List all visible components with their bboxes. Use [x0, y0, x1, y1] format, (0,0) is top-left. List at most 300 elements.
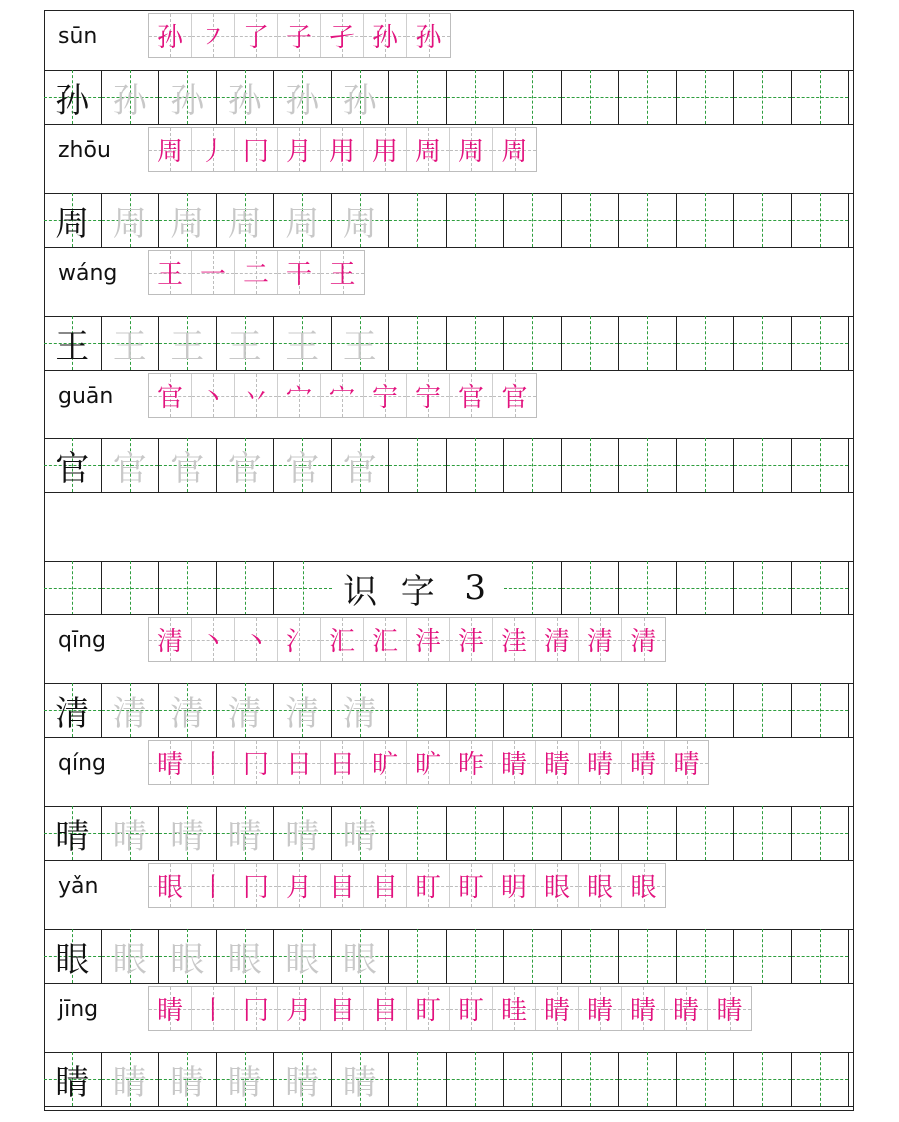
- stroke-glyph: 宀: [328, 383, 355, 413]
- pinyin-label: wáng: [58, 261, 118, 286]
- grid-cell: [447, 561, 505, 615]
- stroke-glyph: 晴: [586, 750, 613, 780]
- stroke-glyph: 宁: [371, 383, 398, 413]
- trace-character: 周: [227, 203, 262, 244]
- grid-cell: [389, 561, 447, 615]
- grid-cell: [792, 438, 850, 492]
- practice-row: [44, 929, 854, 983]
- practice-row: [44, 683, 854, 737]
- stroke-step: [192, 14, 235, 57]
- stroke-step: [321, 741, 364, 784]
- grid-cell: [44, 193, 102, 247]
- stroke-step: [579, 864, 622, 907]
- stroke-order-strip: [148, 127, 537, 172]
- stroke-step: [278, 987, 321, 1030]
- grid-cell: [332, 683, 390, 737]
- stroke-glyph: 一: [199, 260, 226, 290]
- grid-cell: [332, 193, 390, 247]
- trace-character: 眼: [285, 939, 320, 980]
- stroke-glyph: 孙: [415, 23, 442, 53]
- grid-cell: [734, 316, 792, 370]
- stroke-glyph: 盯: [457, 996, 484, 1026]
- stroke-step: [665, 987, 708, 1030]
- trace-character: 睛: [227, 1062, 262, 1103]
- pinyin-label: jīng: [58, 997, 99, 1022]
- grid-cell: [159, 193, 217, 247]
- grid-cell: [44, 1052, 102, 1106]
- grid-cell: [217, 193, 275, 247]
- grid-cell: [734, 806, 792, 860]
- grid-cell: [389, 70, 447, 124]
- grid-cell: [332, 806, 390, 860]
- grid-cell: [159, 438, 217, 492]
- grid-cell: [504, 438, 562, 492]
- stroke-step: [278, 14, 321, 57]
- stroke-step: [622, 741, 665, 784]
- grid-cell: [102, 193, 160, 247]
- grid-cell: [504, 193, 562, 247]
- stroke-step: [450, 128, 493, 171]
- grid-cell: [332, 929, 390, 983]
- stroke-step: [536, 618, 579, 661]
- practice-row: [44, 806, 854, 860]
- rule-line: [44, 492, 854, 493]
- grid-cell: [734, 561, 792, 615]
- grid-cell: [217, 316, 275, 370]
- stroke-glyph: 官: [501, 383, 528, 413]
- stroke-step: [364, 374, 407, 417]
- grid-cell: [389, 929, 447, 983]
- model-character: 周: [55, 203, 90, 244]
- grid-cell: [734, 929, 792, 983]
- stroke-glyph: 官: [457, 383, 484, 413]
- stroke-glyph: 洼: [500, 627, 527, 657]
- stroke-step: [278, 128, 321, 171]
- model-character: 眼: [55, 939, 90, 980]
- stroke-step: [278, 374, 321, 417]
- grid-cell: [159, 929, 217, 983]
- grid-cell: [619, 683, 677, 737]
- grid-cell: [274, 683, 332, 737]
- stroke-glyph: 睛: [716, 996, 743, 1026]
- stroke-step: [235, 987, 278, 1030]
- grid-cell: [332, 1052, 390, 1106]
- pinyin-row: [44, 983, 854, 1051]
- stroke-order-strip: [148, 986, 752, 1031]
- grid-cell: [562, 929, 620, 983]
- stroke-step: [278, 741, 321, 784]
- trace-character: 睛: [342, 1062, 377, 1103]
- grid-cell: [447, 806, 505, 860]
- stroke-glyph: 王: [156, 260, 183, 290]
- trace-character: 孙: [227, 80, 262, 121]
- grid-cell: [217, 806, 275, 860]
- grid-cell: [389, 193, 447, 247]
- stroke-glyph: 宀: [285, 383, 312, 413]
- grid-cell: [734, 1052, 792, 1106]
- trace-character: 眼: [170, 939, 205, 980]
- practice-row: [44, 193, 854, 247]
- trace-character: 官: [285, 448, 320, 489]
- stroke-glyph: 月: [285, 996, 312, 1026]
- stroke-glyph: 清: [156, 627, 183, 657]
- grid-cell: [447, 438, 505, 492]
- pinyin-label: qíng: [58, 751, 106, 776]
- pinyin-row: [44, 737, 854, 805]
- stroke-glyph: 官: [156, 383, 183, 413]
- stroke-glyph: 盯: [457, 873, 484, 903]
- grid-cell: [792, 193, 850, 247]
- grid-cell: [619, 929, 677, 983]
- stroke-step: [278, 618, 321, 661]
- trace-character: 孙: [112, 80, 147, 121]
- trace-character: 王: [227, 326, 262, 367]
- grid-cell: [159, 1052, 217, 1106]
- stroke-glyph: 周: [457, 137, 484, 167]
- stroke-step: [450, 374, 493, 417]
- stroke-glyph: 冂: [242, 996, 269, 1026]
- grid-cell: [274, 806, 332, 860]
- lesson-title-num: 3: [464, 568, 487, 608]
- model-character: 官: [55, 448, 90, 489]
- stroke-glyph: 二: [242, 260, 269, 290]
- grid-cell: [619, 561, 677, 615]
- stroke-step: [364, 128, 407, 171]
- stroke-glyph: 盯: [414, 873, 441, 903]
- stroke-glyph: 睛: [543, 750, 570, 780]
- stroke-step: [235, 128, 278, 171]
- grid-cell: [44, 438, 102, 492]
- stroke-step: [493, 741, 536, 784]
- stroke-step: [579, 987, 622, 1030]
- grid-cell: [274, 70, 332, 124]
- stroke-step: [407, 14, 450, 57]
- stroke-glyph: 日: [328, 750, 355, 780]
- stroke-glyph: 眀: [500, 873, 527, 903]
- stroke-glyph: 丶: [242, 627, 269, 657]
- stroke-glyph: 用: [328, 137, 355, 167]
- stroke-step: [579, 741, 622, 784]
- grid-cell: [102, 1052, 160, 1106]
- grid-cell: [619, 1052, 677, 1106]
- grid-cell: [44, 683, 102, 737]
- pinyin-label: guān: [58, 384, 114, 409]
- grid-cell: [447, 683, 505, 737]
- grid-cell: [792, 316, 850, 370]
- grid-cell: [159, 683, 217, 737]
- grid-cell: [44, 806, 102, 860]
- stroke-step: [192, 741, 235, 784]
- grid-cell: [217, 70, 275, 124]
- grid-cell: [677, 683, 735, 737]
- stroke-glyph: 眼: [156, 873, 183, 903]
- trace-character: 清: [227, 693, 262, 734]
- rule-line: [44, 1110, 854, 1111]
- practice-row: [44, 316, 854, 370]
- stroke-order-strip: [148, 617, 666, 662]
- trace-character: 眼: [227, 939, 262, 980]
- grid-cell: [217, 683, 275, 737]
- grid-cell: [792, 1052, 850, 1106]
- grid-cell: [734, 193, 792, 247]
- trace-character: 孙: [342, 80, 377, 121]
- grid-cell: [562, 683, 620, 737]
- grid-cell: [389, 438, 447, 492]
- practice-row: [44, 438, 854, 492]
- grid-cell: [274, 316, 332, 370]
- stroke-step: [321, 251, 364, 294]
- stroke-step: [149, 374, 192, 417]
- stroke-step: [235, 374, 278, 417]
- trace-character: 孙: [170, 80, 205, 121]
- pinyin-row: [44, 860, 854, 928]
- stroke-step: [450, 741, 493, 784]
- grid-cell: [159, 806, 217, 860]
- grid-cell: [159, 316, 217, 370]
- trace-character: 晴: [112, 816, 147, 857]
- stroke-step: [235, 618, 278, 661]
- grid-cell: [562, 1052, 620, 1106]
- stroke-glyph: 宁: [414, 383, 441, 413]
- stroke-step: [407, 864, 450, 907]
- stroke-step: [622, 864, 665, 907]
- stroke-step: [364, 618, 407, 661]
- stroke-glyph: 睛: [586, 996, 613, 1026]
- stroke-glyph: 睛: [543, 996, 570, 1026]
- grid-cell: [102, 806, 160, 860]
- stroke-order-strip: [148, 863, 666, 908]
- grid-cell: [389, 1052, 447, 1106]
- grid-cell: [792, 70, 850, 124]
- model-character: 晴: [55, 816, 90, 857]
- stroke-step: [364, 987, 407, 1030]
- grid-cell: [677, 316, 735, 370]
- grid-cell: [562, 438, 620, 492]
- trace-character: 眼: [112, 939, 147, 980]
- grid-cell: [44, 561, 102, 615]
- stroke-glyph: 眼: [586, 873, 613, 903]
- stroke-glyph: 王: [329, 260, 356, 290]
- stroke-glyph: 睛: [156, 996, 183, 1026]
- grid-cell: [792, 806, 850, 860]
- grid-cell: [274, 438, 332, 492]
- stroke-glyph: 日: [285, 750, 312, 780]
- pinyin-row: [44, 10, 854, 78]
- stroke-glyph: 干: [285, 260, 312, 290]
- model-character: 孙: [55, 80, 90, 121]
- pinyin-row: [44, 247, 854, 315]
- practice-row: [44, 1052, 854, 1106]
- stroke-glyph: 清: [630, 627, 657, 657]
- trace-character: 晴: [285, 816, 320, 857]
- pinyin-label: qīng: [58, 628, 106, 653]
- stroke-step: [192, 374, 235, 417]
- trace-character: 周: [342, 203, 377, 244]
- stroke-step: [235, 864, 278, 907]
- grid-cell: [44, 70, 102, 124]
- stroke-glyph: 清: [543, 627, 570, 657]
- stroke-glyph: 旷: [371, 750, 398, 780]
- stroke-step: [579, 618, 622, 661]
- grid-cell: [504, 929, 562, 983]
- stroke-step: [149, 128, 192, 171]
- grid-cell: [447, 929, 505, 983]
- trace-character: 官: [170, 448, 205, 489]
- stroke-glyph: 周: [156, 137, 183, 167]
- stroke-step: [622, 618, 665, 661]
- stroke-step: [450, 864, 493, 907]
- grid-cell: [619, 193, 677, 247]
- stroke-step: [708, 987, 751, 1030]
- grid-cell: [619, 70, 677, 124]
- trace-character: 孙: [285, 80, 320, 121]
- grid-cell: [217, 561, 275, 615]
- grid-cell: [389, 316, 447, 370]
- stroke-glyph: 汇: [371, 627, 398, 657]
- trace-character: 睛: [285, 1062, 320, 1103]
- practice-row: [44, 70, 854, 124]
- grid-cell: [159, 70, 217, 124]
- trace-character: 清: [342, 693, 377, 734]
- trace-character: 睛: [170, 1062, 205, 1103]
- grid-cell: [447, 70, 505, 124]
- grid-cell: [562, 193, 620, 247]
- grid-cell: [677, 806, 735, 860]
- pinyin-label: sūn: [58, 24, 98, 49]
- grid-cell: [217, 438, 275, 492]
- grid-cell: [792, 561, 850, 615]
- stroke-step: [235, 741, 278, 784]
- stroke-glyph: 丨: [199, 873, 226, 903]
- stroke-glyph: 了: [242, 23, 269, 53]
- stroke-step: [407, 987, 450, 1030]
- stroke-glyph: 丷: [242, 383, 269, 413]
- grid-cell: [332, 316, 390, 370]
- stroke-step: [493, 618, 536, 661]
- stroke-order-strip: [148, 13, 451, 58]
- grid-cell: [332, 561, 390, 615]
- grid-cell: [734, 438, 792, 492]
- grid-cell: [562, 70, 620, 124]
- stroke-step: [192, 618, 235, 661]
- stroke-glyph: 目: [371, 873, 398, 903]
- stroke-step: [321, 618, 364, 661]
- trace-character: 官: [112, 448, 147, 489]
- stroke-step: [665, 741, 708, 784]
- stroke-step: [493, 987, 536, 1030]
- stroke-step: [278, 251, 321, 294]
- pinyin-row: [44, 370, 854, 438]
- stroke-glyph: 晴: [156, 750, 183, 780]
- trace-character: 晴: [170, 816, 205, 857]
- stroke-step: [149, 251, 192, 294]
- stroke-order-strip: [148, 740, 709, 785]
- grid-cell: [389, 806, 447, 860]
- stroke-glyph: 子: [285, 23, 312, 53]
- trace-character: 官: [342, 448, 377, 489]
- stroke-glyph: 目: [371, 996, 398, 1026]
- grid-cell: [447, 316, 505, 370]
- stroke-step: [450, 618, 493, 661]
- stroke-glyph: 丶: [199, 627, 226, 657]
- grid-cell: [102, 316, 160, 370]
- stroke-glyph: 清: [586, 627, 613, 657]
- stroke-glyph: 昨: [457, 750, 484, 780]
- stroke-glyph: 睛: [500, 750, 527, 780]
- grid-cell: [677, 70, 735, 124]
- grid-cell: [677, 929, 735, 983]
- stroke-glyph: 周: [414, 137, 441, 167]
- grid-cell: [44, 929, 102, 983]
- lesson-title-row: [44, 561, 854, 615]
- stroke-step: [450, 987, 493, 1030]
- grid-cell: [734, 70, 792, 124]
- grid-cell: [504, 70, 562, 124]
- stroke-step: [407, 374, 450, 417]
- grid-cell: [447, 1052, 505, 1106]
- stroke-step: [149, 618, 192, 661]
- stroke-glyph: 氵: [285, 627, 312, 657]
- stroke-order-strip: [148, 250, 365, 295]
- stroke-glyph: 孑: [328, 23, 355, 53]
- trace-character: 清: [285, 693, 320, 734]
- grid-cell: [504, 1052, 562, 1106]
- stroke-step: [149, 14, 192, 57]
- stroke-step: [493, 374, 536, 417]
- model-character: 王: [55, 326, 90, 367]
- trace-character: 晴: [342, 816, 377, 857]
- grid-cell: [332, 438, 390, 492]
- stroke-glyph: 周: [501, 137, 528, 167]
- stroke-step: [149, 987, 192, 1030]
- stroke-glyph: 孙: [156, 23, 183, 53]
- grid-cell: [274, 193, 332, 247]
- stroke-step: [364, 741, 407, 784]
- stroke-step: [235, 14, 278, 57]
- stroke-glyph: 月: [285, 137, 312, 167]
- trace-character: 王: [170, 326, 205, 367]
- stroke-glyph: 丨: [199, 996, 226, 1026]
- stroke-glyph: 冂: [242, 873, 269, 903]
- stroke-step: [192, 987, 235, 1030]
- stroke-step: [321, 14, 364, 57]
- grid-cell: [504, 806, 562, 860]
- grid-cell: [734, 683, 792, 737]
- lesson-title-char: 字: [400, 571, 435, 612]
- grid-cell: [217, 929, 275, 983]
- stroke-glyph: 睛: [672, 996, 699, 1026]
- grid-cell: [102, 683, 160, 737]
- grid-cell: [274, 561, 332, 615]
- stroke-glyph: 眼: [630, 873, 657, 903]
- stroke-step: [536, 741, 579, 784]
- grid-cell: [619, 316, 677, 370]
- stroke-step: [321, 128, 364, 171]
- stroke-step: [536, 864, 579, 907]
- grid-cell: [332, 70, 390, 124]
- grid-cell: [504, 683, 562, 737]
- stroke-step: [149, 864, 192, 907]
- grid-cell: [102, 561, 160, 615]
- stroke-glyph: ㇇: [199, 23, 226, 53]
- grid-cell: [102, 929, 160, 983]
- trace-character: 王: [285, 326, 320, 367]
- stroke-order-strip: [148, 373, 537, 418]
- stroke-step: [192, 128, 235, 171]
- grid-cell: [217, 1052, 275, 1106]
- grid-cell: [274, 929, 332, 983]
- stroke-step: [364, 14, 407, 57]
